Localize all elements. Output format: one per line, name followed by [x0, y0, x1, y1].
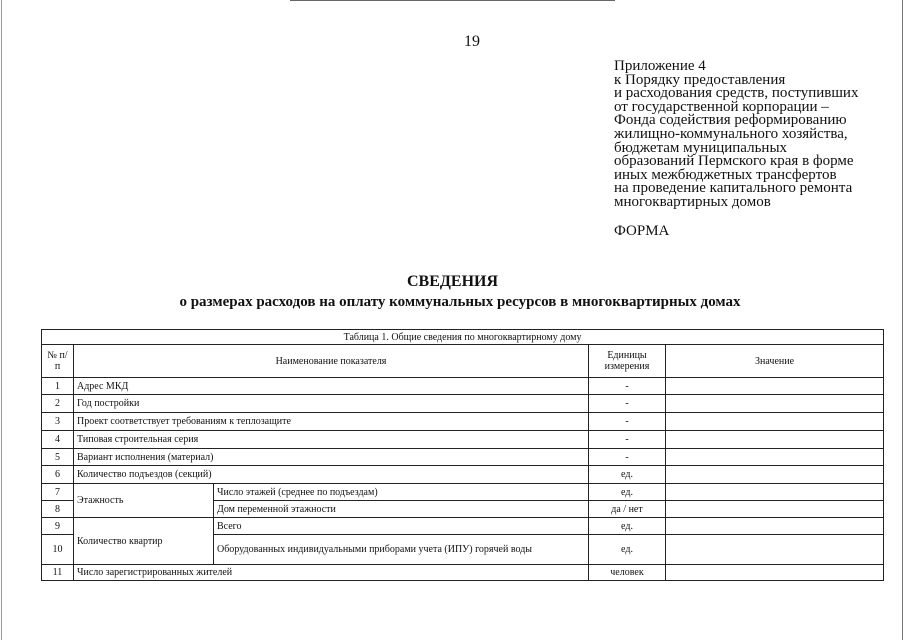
value-cell[interactable]	[666, 484, 884, 501]
general-info-table	[41, 329, 884, 581]
scan-edge-right	[902, 0, 903, 640]
appendix-line: Приложение 4	[614, 58, 706, 74]
row-num: 4	[42, 431, 74, 449]
row-name: Количество подъездов (секций)	[74, 466, 589, 484]
table-row	[42, 413, 884, 431]
row-num: 5	[42, 449, 74, 466]
header-name: Наименование показателя	[74, 345, 589, 378]
row-num: 10	[42, 535, 74, 565]
header-num: № п/п	[42, 345, 74, 378]
value-cell[interactable]	[666, 449, 884, 466]
row-name: Всего	[214, 518, 589, 535]
value-cell[interactable]	[666, 518, 884, 535]
appendix-line: бюджетам муниципальных	[614, 139, 788, 156]
row-name: Адрес МКД	[74, 378, 589, 395]
scan-edge-top	[290, 0, 615, 1]
value-cell[interactable]	[666, 501, 884, 518]
group-label-apartments: Количество квартир	[74, 518, 214, 565]
table-row	[42, 378, 884, 395]
row-num: 1	[42, 378, 74, 395]
row-name: Оборудованных индивидуальными приборами учета (ИПУ) горячей воды	[214, 535, 589, 565]
table-row	[42, 431, 884, 449]
appendix-line: жилищно-коммунального хозяйства,	[614, 125, 848, 142]
row-num: 3	[42, 413, 74, 431]
value-cell[interactable]	[666, 413, 884, 431]
document-subtitle: о размерах расходов на оплату коммунальных ресурсов в многоквартирных домах	[179, 294, 741, 310]
row-num: 6	[42, 466, 74, 484]
row-name: Типовая строительная серия	[74, 431, 589, 449]
table-row	[42, 395, 884, 413]
appendix-line: Фонда содействия реформированию	[614, 112, 847, 129]
value-cell[interactable]	[666, 395, 884, 413]
value-cell[interactable]	[666, 535, 884, 565]
table-row	[42, 565, 884, 581]
header-units: Единицы измерения	[589, 345, 666, 378]
group-label-floors: Этажность	[74, 484, 214, 518]
row-num: 7	[42, 484, 74, 501]
header-value: Значение	[666, 345, 884, 378]
row-name: Число этажей (среднее по подъездам)	[214, 484, 589, 501]
appendix-line: к Порядку предоставления	[614, 71, 786, 88]
row-num: 8	[42, 501, 74, 518]
appendix-line: многоквартирных домов	[614, 193, 771, 210]
appendix-line: и расходования средств, поступивших	[614, 85, 859, 102]
row-name: Год постройки	[74, 395, 589, 413]
row-unit: -	[589, 431, 666, 449]
row-unit: -	[589, 413, 666, 431]
page-number: 19	[464, 33, 480, 50]
row-name: Вариант исполнения (материал)	[74, 449, 589, 466]
appendix-line: образований Пермского края в форме	[614, 153, 854, 170]
document-title: СВЕДЕНИЯ	[406, 273, 499, 290]
row-unit: да / нет	[589, 501, 666, 518]
row-name: Дом переменной этажности	[214, 501, 589, 518]
row-num: 9	[42, 518, 74, 535]
row-unit: -	[589, 395, 666, 413]
table-row	[42, 484, 884, 501]
row-unit: ед.	[589, 518, 666, 535]
row-unit: ед.	[589, 466, 666, 484]
row-name: Проект соответствует требованиям к теплозащите	[74, 413, 589, 431]
appendix-block	[614, 60, 899, 210]
value-cell[interactable]	[666, 565, 884, 581]
appendix-line: от государственной корпорации –	[614, 98, 829, 115]
form-label: ФОРМА	[614, 223, 670, 239]
value-cell[interactable]	[666, 466, 884, 484]
appendix-line: на проведение капитального ремонта	[614, 180, 853, 197]
table-caption: Таблица 1. Общие сведения по многоквартирному дому	[42, 330, 884, 345]
value-cell[interactable]	[666, 431, 884, 449]
table-caption-row	[42, 330, 884, 345]
row-name: Число зарегистрированных жителей	[74, 565, 589, 581]
table-header-row	[42, 345, 884, 378]
appendix-line: иных межбюджетных трансфертов	[614, 166, 837, 183]
table-row	[42, 466, 884, 484]
row-num: 2	[42, 395, 74, 413]
row-num: 11	[42, 565, 74, 581]
table-row	[42, 518, 884, 535]
value-cell[interactable]	[666, 378, 884, 395]
row-unit: -	[589, 378, 666, 395]
row-unit: человек	[589, 565, 666, 581]
row-unit: ед.	[589, 535, 666, 565]
table-row	[42, 449, 884, 466]
row-unit: -	[589, 449, 666, 466]
row-unit: ед.	[589, 484, 666, 501]
scan-edge-left	[1, 0, 2, 640]
